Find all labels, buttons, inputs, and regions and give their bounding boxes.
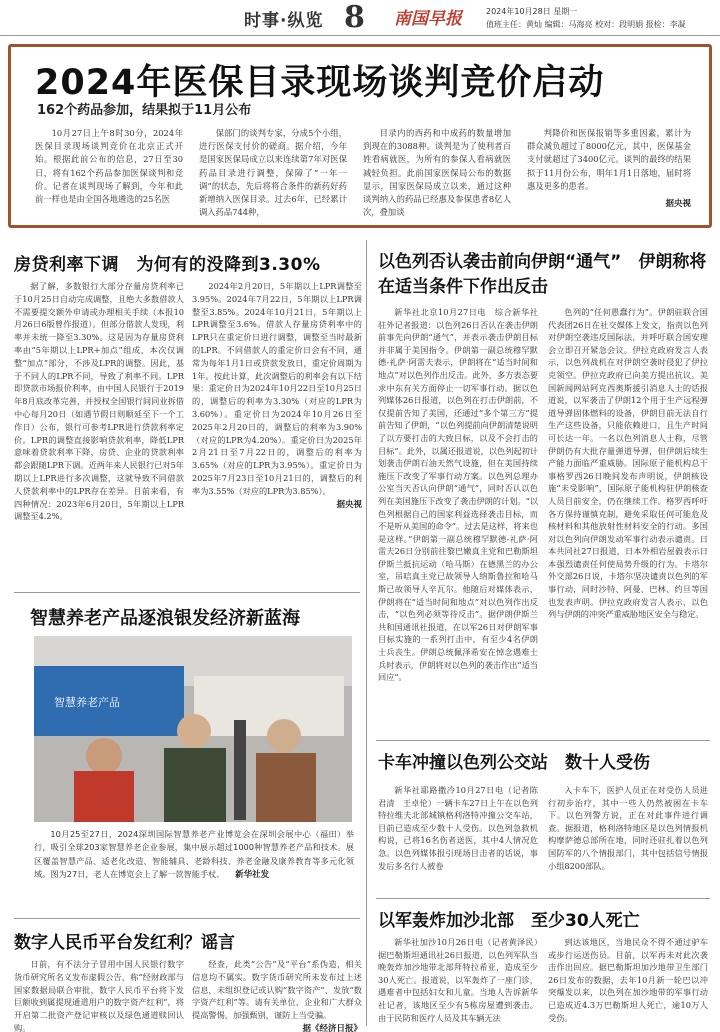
gaza-column-1: 新华社加沙10月26日电（记者黄泽民）据巴勒斯坦通讯社26日报道，以色列军队当晚轰炸加沙地带北部拜特拉希亚，造成至少30人死亡。报道说，以军轰炸了一座门诊，遇难者中包括妇女和儿童。当地人告诉新华社记者，该地区至少有5栋房屋遭到袭击。由于民防和医疗人员及其车辆无法 bbox=[378, 937, 538, 1023]
rmb-column-1: 日前，有不法分子冒用中国人民银行数字货币研究所名义发布虚假公告，称“经财政部与国家数据局联合审批，数字人民币平台将下发巨额收到属提现通道用户的数字资产红利”，将开启第二批资产登记审核以及绿色通道赎回认购。 bbox=[14, 959, 184, 1032]
top-story-column-1: 10月27日上午8时30分，2024年医保目录现场谈判竞价在北京正式开始。根据此前公布的信息，27日至30日，将有162个药品参加医保谈判和竞价。记者在谈判现场了解到，今年和此前一样也是由全国各地遴选的25名医 bbox=[35, 128, 183, 205]
staff-line: 值班主任：黄灿 编辑：马海亮 校对：段明娟 报检：李凝 bbox=[486, 20, 686, 29]
top-story-subhead: 162个药品参加，结果拟于11月公布 bbox=[37, 103, 252, 118]
expo-photo-illustration bbox=[34, 636, 352, 822]
section-label: 时事·纵览 bbox=[244, 11, 324, 31]
rmb-credit: 据《经济日报》 bbox=[302, 1023, 362, 1032]
top-story-column-3: 目录内的西药和中成药的数量增加到现在的3088种。谈判是为了使利者百姓看病就医，为所有的参保人看病就医减轻负担。此前国家医保局公布的数据显示，国家医保局成立以来，通过这种谈判纳入的药品已经惠及参保患者8亿人次，叠加谈 bbox=[363, 128, 511, 218]
gaza-column-2: 到达该地区，当地民众不得不通过驴车或步行运送伤员。目前，以军再未对此次袭击作出回应。据巴勒斯坦加沙地带卫生部门26日发布的数据，去年10月新一轮巴以冲突爆发以来，以色列在加沙地带的军事行动已造成近4.3万巴勒斯坦人死亡，逾10万人受伤。 bbox=[548, 937, 708, 1023]
section-divider bbox=[14, 918, 360, 919]
mortgage-column-1: 据了解，多数银行大部分存量房贷利率已于10月25日自动完成调整，且绝大多数借款人不需要提交额外申请或办理相关手续（本报10月26日6版曾作报道）。但部分借款人发现，利率并未统一降至3.30%。这是因为存量房贷利率由“5年期以上LPR+加点”组成，本次仅调整“加点”部分，不涉及LPR的调整。因此，基于不同人的LPR不同，导致了利率不同。LPR即贷款市场报价利率，由中国人民银行于2019年8月底改革完善，并授权全国银行间同业拆借中心每月20日（如遇节假日则顺延至下一个工作日）公布，银行可参考LPR进行贷款利率定价。LPR的调整直接影响贷款利率，降低LPR意味着贷款利率下降，房贷、企业的贷款利率都会跟随LPR下调。近两年来人民银行已对5年期以上LPR进行多次调整，这就导致不同借款人贷款利率中的LPR存在差异。目前来看，有四种情况：2023年6月20日，5年期以上LPR调整至4.2%。 bbox=[14, 281, 184, 522]
gaza-headline: 以军轰炸加沙北部 至少30人死亡 bbox=[378, 911, 640, 931]
top-story-column-2: 保部门的谈判专家，分成5个小组，进行医保支付价的磋商。据介绍，今年是国家医保局成立以来连续第7年对医保药品目录进行调整，保障了“一年一调”的状态，先后将将合条件的新药好药新增纳入医保目录。过去6年，已经累计调入药品744种， bbox=[199, 128, 347, 218]
truck-column-2: 入卡车下，医护人员正在对受伤人员进行初步治疗，其中一些人仍然被困在卡车下。以色列警方说，正在对此事件进行调查。据报道，格利洛特地区是以色列情报机构摩萨德总部所在地，同时还驻扎着以色列国防军的八个情报部门，其中包括信号情报小组8200部队。 bbox=[548, 785, 708, 871]
israel-iran-column-1: 新华社北京10月27日电 综合新华社驻外记者报道：以色列26日否认在袭击伊朗前事先向伊朗“通气”，并表示袭击伊朗目标并非属于美国指令。伊朗第一副总统穆罕默德-礼萨·阿雷夫表示，伊朗将在“适当时间和地点”对以色列作出反击。此外，多方表态要求中东有关方面停止一切军事行动。据以色列媒体26日报道，以色列在打击伊朗前，不仅提前告知了美国，还通过“多个第三方”提前告知了伊朗，“以色列提前向伊朗清楚说明了以方要打击的大致目标，以及不会打击的目标”。此外，以属还报道说，以色列起初计划袭击伊朗石油天然气设施，但在美国持续施压下改变了军事行动方案。以色列总理办公室当天否认向伊朗“通气”，同时否认以色列在美国施压下改变了袭击伊朗的计划。“以色列根据自己的国家利益选择袭击目标，而不是听从美国的命令”。过去是这样，将来也是这样。”伊朗第一副总统穆罕默德-礼萨·阿雷夫26日分别前往黎巴嫩真主党和巴勒斯坦伊斯兰抵抗运动（哈马斯）在德黑兰的办公室，吊唁真主党已故领导人纳斯鲁拉和哈马斯已故领导人辛瓦尔。他随后对媒体表示，伊朗将在“适当时间和地点”对以色列作出反击，“以色列必须等待反击”。据伊朗伊斯兰共和国通讯社报道，在以军26日对伊朗军事目标实施的一系列打击中，有至少4名伊朗士兵丧生。伊朗总统佩泽希安在悼念遇难士兵时表示，伊朗将对以色列的袭击作出“适当回应”。 bbox=[378, 307, 538, 683]
mortgage-headline: 房贷利率下调 为何有的没降到3.30% bbox=[14, 255, 321, 275]
photo-credit: 新华社发 bbox=[235, 870, 270, 881]
date-line: 2024年10月28日 星期一 bbox=[486, 7, 578, 16]
masthead bbox=[0, 0, 720, 36]
photo-sign-text: 智慧养老产品 bbox=[54, 696, 120, 709]
israel-iran-headline: 以色列否认袭击前向伊朗“通气” 伊朗称将在适当条件下作出反击 bbox=[378, 252, 707, 297]
newspaper-logo: 南国早报 bbox=[394, 9, 462, 29]
photo-caption: 10月25至27日，2024深圳国际智慧养老产业博览会在深圳会展中心（福田）举行，吸引全球203家智慧养老企业参展，集中展示超过1000种智慧养老产品和技术。展区覆盖智慧产品、适老化改造、智能辅具、老龄科技、养老金融及康养教育等多元化领域。图为27日，老人在博览会上了解一款智能手杖。 新华社发 bbox=[34, 829, 354, 881]
page-number: 8 bbox=[344, 0, 365, 35]
rmb-headline: 数字人民币平台发红利？谣言 bbox=[14, 933, 235, 953]
truck-column-1: 新华社耶路撒冷10月27日电（记者陈君清 王卓伦）一辆卡车27日上午在以色列特拉维夫北部城镇格利洛特冲撞公交车站，目前已造成至少数十人受伤。以色列急救机构说，已将16名伤者送医，其中4人情况危急。以色列媒体报引现场目击者的话说，事发后多名行人被卷 bbox=[378, 785, 538, 871]
top-story-column-4: 判降价和医保报销等多重因素，累计为群众减负超过了8000亿元，其中，医保基金支付就超过了3400亿元。谈判的最终的结果拟于11月份公布，明年1月1日落地，届时将惠及更多的患者。 据央视 bbox=[527, 128, 691, 210]
truck-headline: 卡车冲撞以色列公交站 数十人受伤 bbox=[378, 753, 650, 773]
top-story-headline: 2024年医保目录现场谈判竞价启动 bbox=[35, 63, 605, 103]
rmb-column-2: 经查，此类“公告”及“平台”系伪造，相关信息均不属实。数字货币研究所未发布过上述信息，未组织登记或认购“数字资产”、发放“数字资产红利”等。请有关单位、企业和广大群众提高警惕，加强甄别，谨防上当受骗。 据《经济日报》 bbox=[192, 959, 362, 1032]
section-divider bbox=[14, 592, 360, 593]
section-divider bbox=[376, 898, 710, 899]
column-divider bbox=[366, 240, 367, 1026]
elderly-care-headline: 智慧养老产品逐浪银发经济新蓝海 bbox=[30, 608, 300, 629]
expo-photo bbox=[34, 636, 352, 822]
mortgage-credit: 据央视 bbox=[336, 499, 362, 510]
mortgage-column-2: 2024年2月20日，5年期以上LPR调整至3.95%。2024年7月22日，5年期以上LPR调整至3.85%。2024年10月21日，5年期以上LPR调整至3.6%。借款人存量房贷利率中的LPR只在重定价日进行调整，调整至当时最新的LPR。不同借款人的重定价日会有不同，通常为每年1月1日或贷款发放日，重定价周期为1年。按此计算，此次调整后的利率会有以下结果：重定价日为2024年10月22日至10月25日的，调整后的利率为3.30%（对应的LPR为3.60%）。重定价日为2024年10月26日至2025年2月20日的，调整后的利率为3.90%（对应的LPR为4.20%）。重定价日为2025年2月21日至7月22日的，调整后的利率为3.65%（对应的LPR为3.95%）。重定价日为2025年7月23日至10月21日的，调整后的利率为3.55%（对应的LPR为3.85%）。 据央视 bbox=[192, 281, 362, 510]
top-story-box bbox=[8, 44, 712, 228]
top-story-credit: 据央视 bbox=[665, 199, 691, 210]
israel-iran-column-2: 色列的“任何愚蠢行为”。伊朗驻联合国代表团26日在社交媒体上发文，指责以色列对伊朗空袭违反国际法，并呼吁联合国安理会立即召开紧急会议。伊拉克政府发言人表示，以色列战机在对伊朗空袭时侵犯了伊拉克领空。伊拉克政府已向美方提出抗议。美国新闻网站阿克西奥斯援引消息人士的话报道说，以军袭击了伊朗12个用于生产远程弹道导弹固体燃料的设备，伊朗目前无法自行生产这些设备，只能依赖进口，且生产时间可长达一年。一名以色列消息人士称，尽管伊朗仍有大批存量弹道导弹，但伊朗后续生产能力面临严重威胁。国际原子能机构总干事格罗西26日晚间发布声明说，伊朗核设施“未受影响”，国际原子能机构驻伊朗核查人员目前安全，仍在继续工作。格罗西呼吁各方保持谨慎克制，避免采取任何可能危及核材料和其他放射性材料安全的行动。多国对以色列向伊朗发动军事行动表示谴责。日本共同社27日报道，日本外相岩屋毅表示日本强烈谴责任何使局势升级的行为。卡塔尔外交部26日说，卡塔尔坚决谴责以色列的军事行动，同时沙特、阿曼、巴林、约旦等国也发表声明。伊拉克政府发言人表示，以色列与伊朗的冲突严重威胁地区安全与稳定。 bbox=[548, 307, 708, 620]
section-divider bbox=[376, 740, 710, 741]
